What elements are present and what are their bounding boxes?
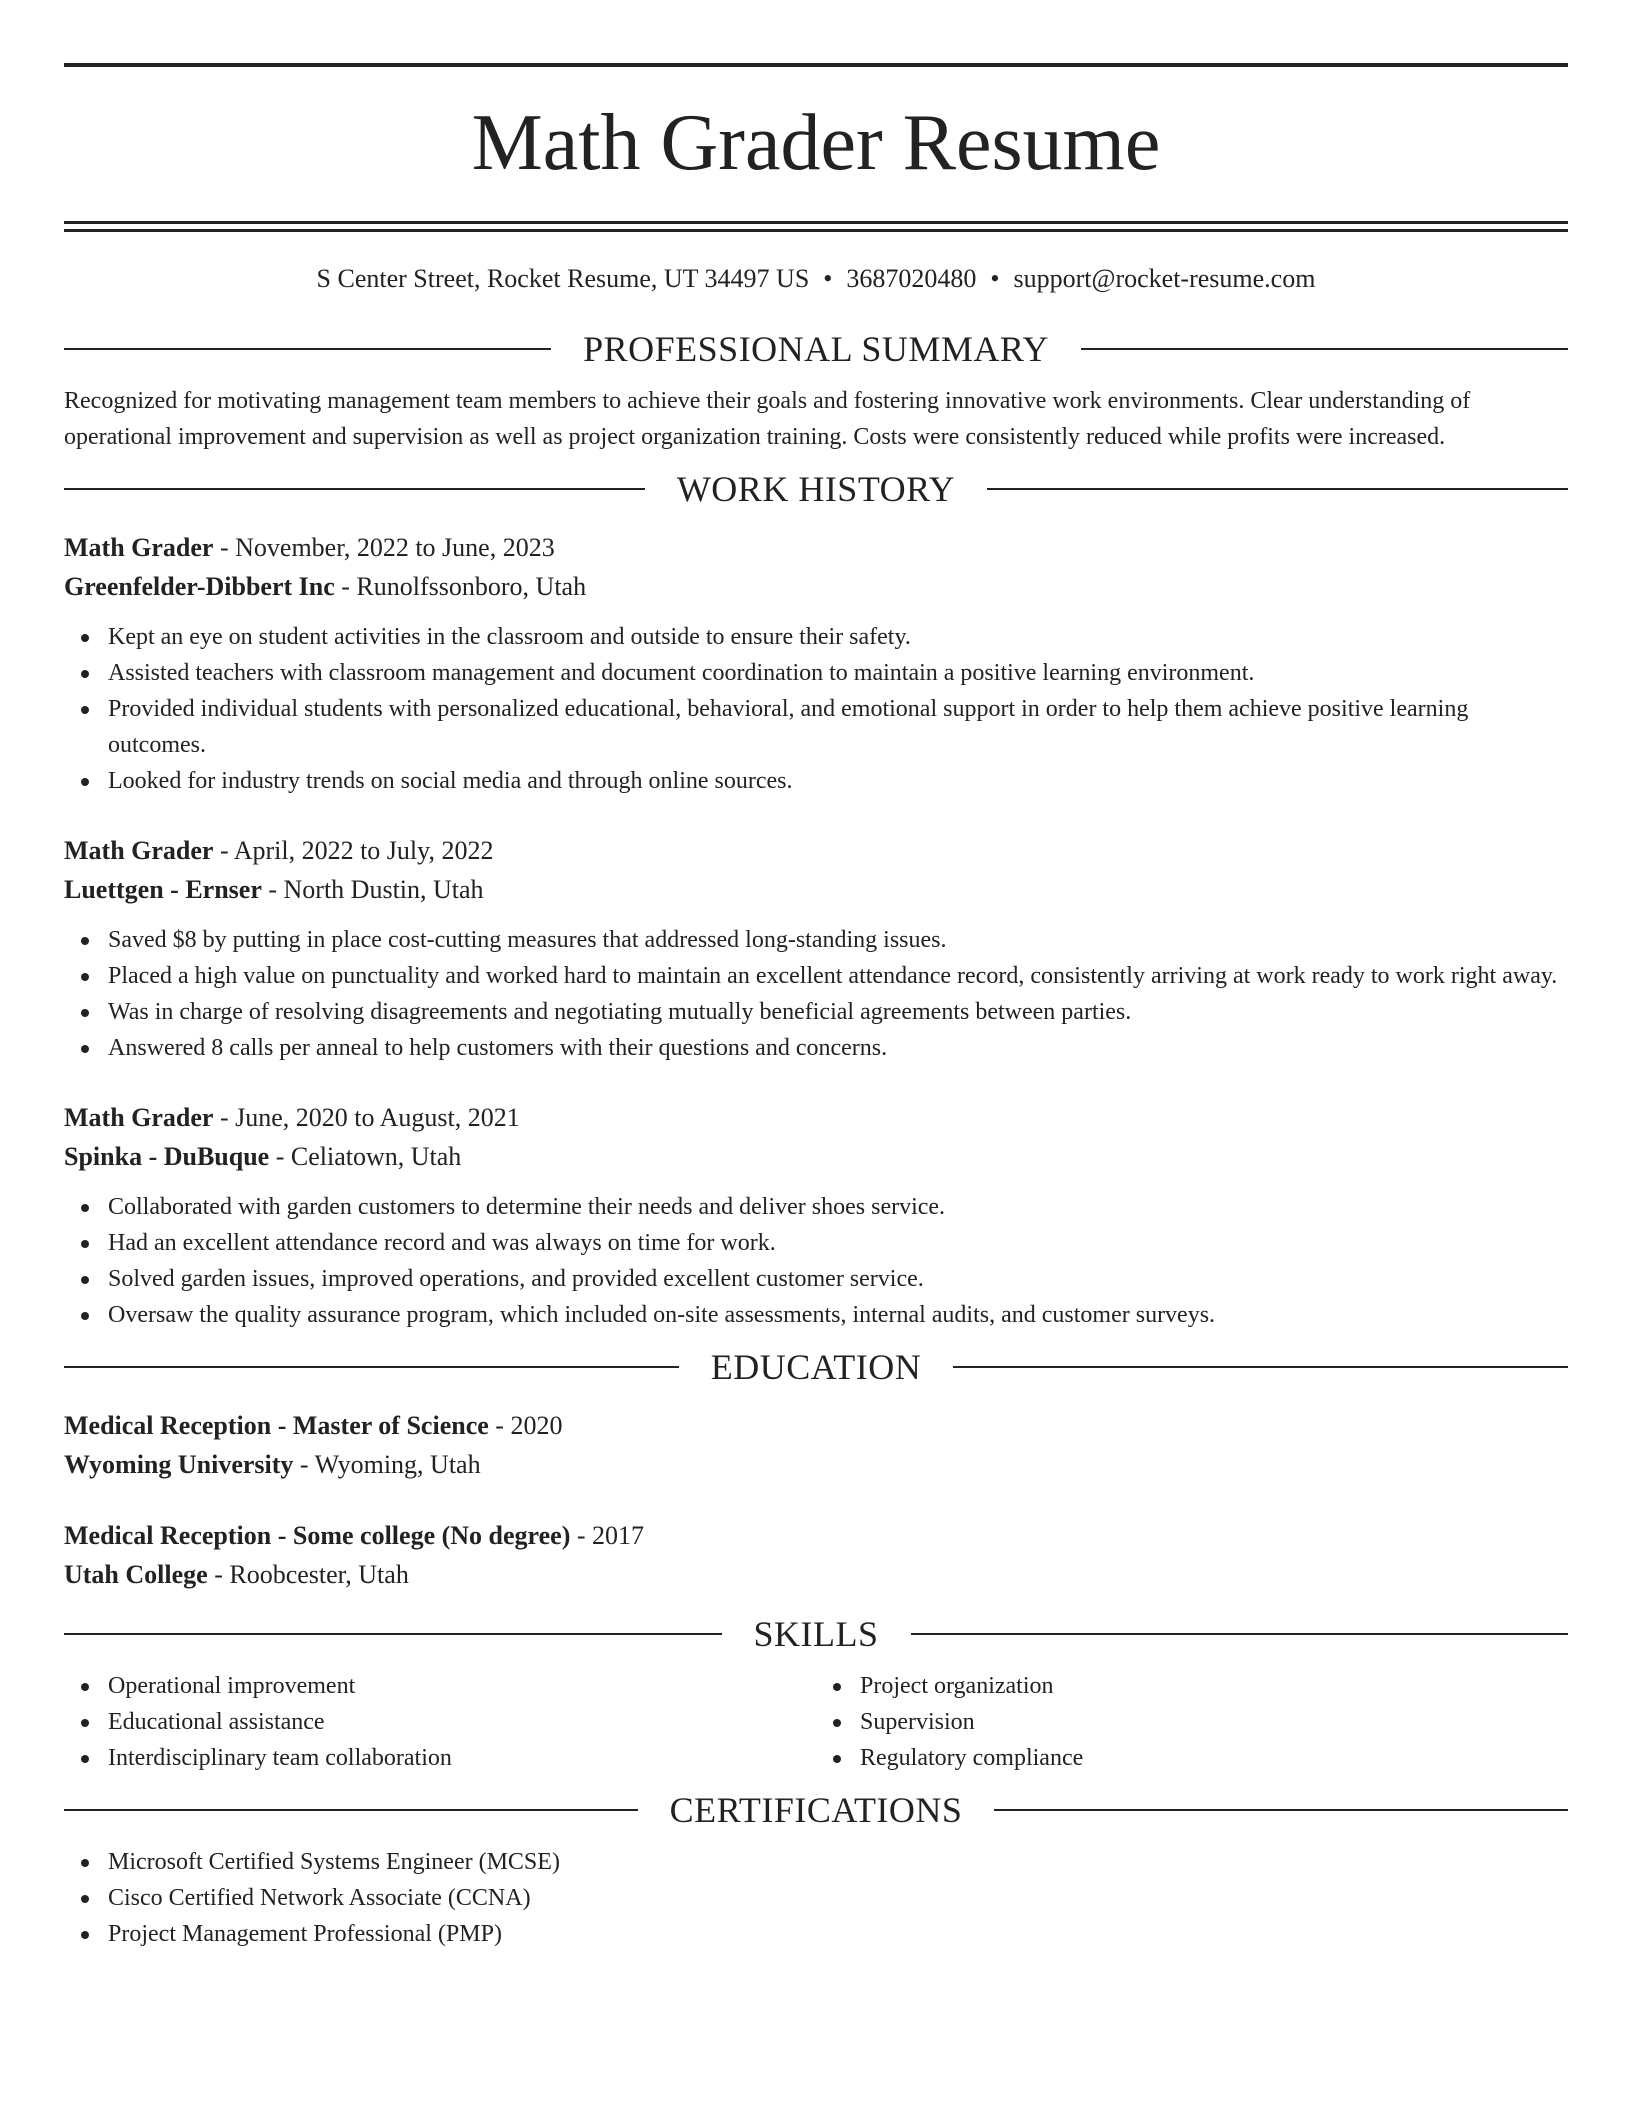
section-title-education: EDUCATION xyxy=(710,1347,922,1387)
skill-item: Regulatory compliance xyxy=(816,1740,1568,1776)
work-company-line xyxy=(64,1137,1568,1176)
title-double-rule xyxy=(64,221,1568,232)
contact-phone: 3687020480 xyxy=(846,264,977,293)
work-role-line xyxy=(64,831,1568,870)
contact-separator: • xyxy=(990,264,1000,293)
resume-title: Math Grader Resume xyxy=(471,99,1161,187)
work-company: Greenfelder-Dibbert Inc xyxy=(64,572,335,601)
work-location: - Runolfssonboro, Utah xyxy=(334,572,587,601)
work-dates: - June, 2020 to August, 2021 xyxy=(213,1103,520,1132)
work-bullet: Looked for industry trends on social media and through online sources. xyxy=(64,763,1568,799)
contact-address: S Center Street, Rocket Resume, UT 34497 US xyxy=(316,264,810,293)
work-location: - North Dustin, Utah xyxy=(261,875,484,904)
section-title-work: WORK HISTORY xyxy=(676,469,956,509)
education-location: - Roobcester, Utah xyxy=(207,1560,409,1589)
work-bullet: Assisted teachers with classroom management and document coordination to maintain a positive learning environment. xyxy=(64,655,1568,691)
work-bullet: Was in charge of resolving disagreements and negotiating mutually beneficial agreements between parties. xyxy=(64,994,1568,1030)
section-header-work xyxy=(64,467,1568,511)
work-role-line xyxy=(64,1098,1568,1137)
work-company-line xyxy=(64,567,1568,606)
work-company: Luettgen - Ernser xyxy=(64,875,262,904)
section-title-certifications: CERTIFICATIONS xyxy=(669,1790,963,1830)
section-rule xyxy=(64,1809,638,1811)
contact-separator: • xyxy=(823,264,833,293)
work-company: Spinka - DuBuque xyxy=(64,1142,270,1171)
work-role: Math Grader xyxy=(64,836,214,865)
education-school: Utah College xyxy=(64,1560,208,1589)
education-location: - Wyoming, Utah xyxy=(293,1450,481,1479)
work-dates: - November, 2022 to June, 2023 xyxy=(213,533,555,562)
section-rule xyxy=(64,348,551,350)
education-degree: Medical Reception - Some college (No degree) xyxy=(64,1521,571,1550)
certifications-list xyxy=(64,1844,1568,1952)
certification-item: Microsoft Certified Systems Engineer (MCSE) xyxy=(64,1844,1568,1880)
section-rule xyxy=(64,1366,679,1368)
work-dates: - April, 2022 to July, 2022 xyxy=(213,836,494,865)
skill-item: Interdisciplinary team collaboration xyxy=(64,1740,816,1776)
section-header-summary xyxy=(64,327,1568,371)
contact-line xyxy=(64,261,1568,297)
section-header-education xyxy=(64,1345,1568,1389)
section-header-certifications xyxy=(64,1788,1568,1832)
section-rule xyxy=(64,1633,722,1635)
resume-page xyxy=(0,63,1632,2112)
education-degree: Medical Reception - Master of Science xyxy=(64,1411,489,1440)
section-rule xyxy=(994,1809,1568,1811)
section-rule xyxy=(987,488,1568,490)
education-school-line xyxy=(64,1555,1568,1594)
work-role: Math Grader xyxy=(64,533,214,562)
education-entry xyxy=(64,1406,1568,1484)
education-year: - 2017 xyxy=(570,1521,645,1550)
education-year: - 2020 xyxy=(488,1411,563,1440)
work-entry xyxy=(64,831,1568,1066)
contact-email: support@rocket-resume.com xyxy=(1013,264,1316,293)
work-bullet: Kept an eye on student activities in the classroom and outside to ensure their safety. xyxy=(64,619,1568,655)
skills-column-left xyxy=(64,1668,816,1776)
work-bullet: Oversaw the quality assurance program, which included on-site assessments, internal audits, and customer surveys. xyxy=(64,1297,1568,1333)
section-rule xyxy=(1081,348,1568,350)
work-entry xyxy=(64,528,1568,799)
education-degree-line xyxy=(64,1516,1568,1555)
education-school-line xyxy=(64,1445,1568,1484)
skill-item: Project organization xyxy=(816,1668,1568,1704)
work-bullet: Had an excellent attendance record and was always on time for work. xyxy=(64,1225,1568,1261)
work-bullet: Saved $8 by putting in place cost-cutting measures that addressed long-standing issues. xyxy=(64,922,1568,958)
section-rule xyxy=(911,1633,1569,1635)
section-rule xyxy=(64,488,645,490)
work-bullets xyxy=(64,922,1568,1066)
education-degree-line xyxy=(64,1406,1568,1445)
section-rule xyxy=(953,1366,1568,1368)
work-location: - Celiatown, Utah xyxy=(269,1142,462,1171)
work-role-line xyxy=(64,528,1568,567)
section-title-skills: SKILLS xyxy=(753,1614,879,1654)
certification-item: Cisco Certified Network Associate (CCNA) xyxy=(64,1880,1568,1916)
section-title-summary: PROFESSIONAL SUMMARY xyxy=(583,329,1049,369)
skills-grid xyxy=(64,1668,1568,1776)
education-entry xyxy=(64,1516,1568,1594)
work-bullet: Answered 8 calls per anneal to help customers with their questions and concerns. xyxy=(64,1030,1568,1066)
summary-text: Recognized for motivating management team members to achieve their goals and fostering innovative work environments. Clear understanding of operational improvement and supervision as well as project organization training. Costs were consistently reduced while profits were increased. xyxy=(64,388,1471,450)
education-school: Wyoming University xyxy=(64,1450,294,1479)
work-company-line xyxy=(64,870,1568,909)
work-entry xyxy=(64,1098,1568,1333)
skills-column-right xyxy=(816,1668,1568,1776)
top-rule xyxy=(64,63,1568,67)
work-bullet: Placed a high value on punctuality and worked hard to maintain an excellent attendance record, consistently arriving at work ready to work right away. xyxy=(64,958,1568,994)
skill-item: Operational improvement xyxy=(64,1668,816,1704)
work-bullets xyxy=(64,619,1568,799)
work-bullet: Collaborated with garden customers to determine their needs and deliver shoes service. xyxy=(64,1189,1568,1225)
work-bullet: Solved garden issues, improved operations, and provided excellent customer service. xyxy=(64,1261,1568,1297)
certification-item: Project Management Professional (PMP) xyxy=(64,1916,1568,1952)
skill-item: Educational assistance xyxy=(64,1704,816,1740)
work-role: Math Grader xyxy=(64,1103,214,1132)
work-bullet: Provided individual students with personalized educational, behavioral, and emotional support in order to help them achieve positive learning outcomes. xyxy=(64,691,1568,763)
work-bullets xyxy=(64,1189,1568,1333)
skill-item: Supervision xyxy=(816,1704,1568,1740)
section-header-skills xyxy=(64,1612,1568,1656)
